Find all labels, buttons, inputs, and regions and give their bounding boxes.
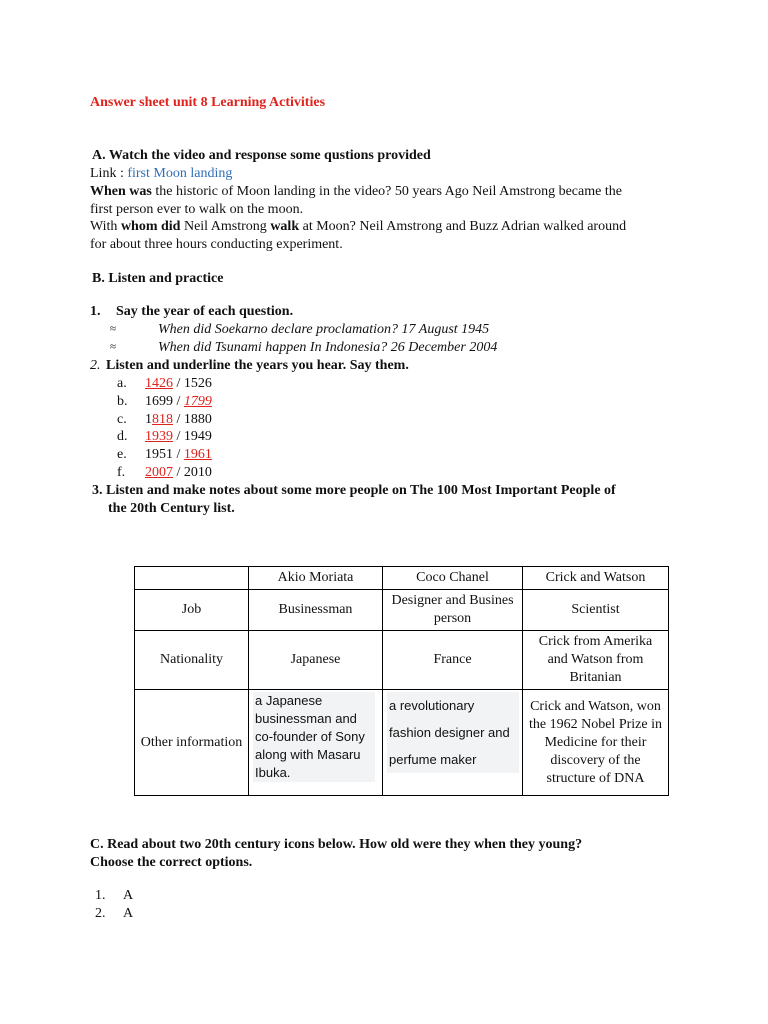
year-text: 1 [145,411,152,427]
answer-a1-line2: first person ever to walk on the moon. [90,202,304,217]
item1-number: 1. [90,304,101,319]
table-cell: Nationality [135,631,249,690]
year-text: / 1880 [173,411,212,427]
underlined-year: 818 [152,411,173,427]
table-header-cell: Crick and Watson [523,567,669,590]
answer-a2-line2: for about three hours conducting experiment. [90,237,343,252]
underlined-year: 1961 [183,447,212,463]
item3-text: Listen and make notes about some more people on The 100 Most Important People of [106,483,616,498]
answer-a2-keyword2: walk [270,219,300,234]
page-title: Answer sheet unit 8 Learning Activities [90,95,326,110]
section-b-item1 [90,303,293,321]
section-b-item3-line1 [92,482,616,500]
shaded-note: a Japanese businessman and co-founder of Sony along with Masaru Ibuka. [253,692,375,782]
section-b-item2 [90,357,409,375]
table-cell: Japanese [249,631,383,690]
bullet-icon: ≈ [110,323,117,335]
year-option [117,446,212,464]
year-text: / 1526 [173,376,212,391]
list-item-number: 2. [95,906,106,921]
answer-a1-text: the historic of Moon landing in the video? 50 years Ago Neil Amstrong became the [151,184,622,199]
item2-text: Listen and underline the years you hear. Say them. [106,358,409,373]
answer-a2-text: at Moon? Neil Amstrong and Buzz Adrian walked around [299,219,627,234]
year-text: 1951 / [145,447,184,463]
year-option [117,464,212,482]
list-item-text: A [123,888,134,903]
year-option-label: a. [117,376,127,391]
bullet-icon: ≈ [110,341,117,353]
section-c-heading-line2: Choose the correct options. [90,855,253,870]
underlined-year: 1939 [145,429,173,445]
list-item [95,905,133,923]
underlined-year: 1799 [183,393,212,409]
year-option [117,428,212,446]
table-row [135,690,669,796]
answer-a2-line1 [90,218,626,236]
section-c-heading-line1: C. Read about two 20th century icons below. How old were they when they young? [90,837,583,852]
answer-a2-with: With [90,219,121,234]
table-header-row [135,567,669,590]
table-header-cell: Coco Chanel [383,567,523,590]
section-b-item3-line2: the 20th Century list. [108,501,235,516]
year-option-label: d. [117,429,128,445]
table-cell: Other information [135,690,249,796]
list-item-text: A [123,906,134,921]
item2-number: 2. [90,358,101,373]
underlined-year: 2007 [145,465,173,480]
table-row [135,590,669,631]
item3-number: 3. [92,483,103,498]
year-text: / 2010 [173,465,212,480]
first-moon-landing-link[interactable]: first Moon landing [127,166,233,181]
table-cell [249,690,383,796]
list-item [95,887,133,905]
year-text: 1699 / [145,393,184,409]
table-cell [383,690,523,796]
year-text: / 1949 [173,429,212,445]
year-option-label: e. [117,447,127,463]
table-cell: Crick from Amerika and Watson from Britanian [523,631,669,690]
year-option [117,375,212,393]
table-header-cell: Akio Moriata [249,567,383,590]
answer-a1-line1 [90,183,622,201]
shaded-note: a revolutionary fashion designer and perfume maker [387,692,519,773]
table-cell: France [383,631,523,690]
table-cell: Job [135,590,249,631]
year-option-label: c. [117,411,127,427]
table-cell: Scientist [523,590,669,631]
video-link-row [90,165,232,183]
table-cell: Crick and Watson, won the 1962 Nobel Prize in Medicine for their discovery of the structure of DNA [523,690,669,796]
list-item-number: 1. [95,888,106,903]
table-header-cell [135,567,249,590]
section-b-heading: B. Listen and practice [92,271,224,286]
year-option [117,393,212,411]
year-option-label: f. [117,465,126,480]
answer-a1-keyword: When was [90,184,152,199]
table-cell: Businessman [249,590,383,631]
answer-a2-mid: Neil Amstrong [180,219,271,234]
link-label: Link : [90,166,124,181]
answer-a2-keyword1: whom did [120,219,181,234]
bullet-item-1: When did Soekarno declare proclamation? 17 August 1945 [158,322,490,337]
table-row [135,631,669,690]
year-option-label: b. [117,393,128,409]
item1-text: Say the year of each question. [116,304,294,319]
year-option [117,411,212,429]
underlined-year: 1426 [145,376,173,391]
section-a-heading: A. Watch the video and response some qustions provided [92,148,431,163]
table-cell: Designer and Busines person [383,590,523,631]
bullet-item-2: When did Tsunami happen In Indonesia? 26 December 2004 [158,340,498,355]
people-notes-table [134,566,669,796]
